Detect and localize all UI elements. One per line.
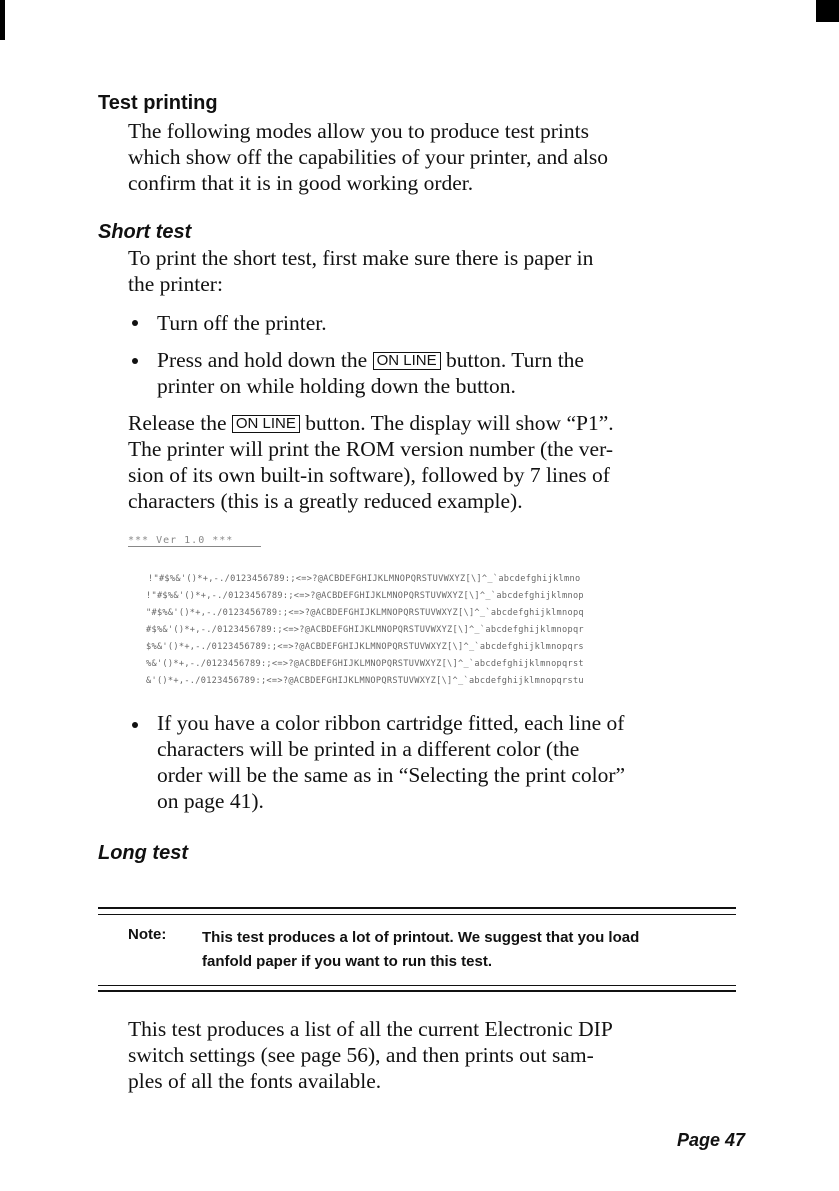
page-number: Page 47 (677, 1130, 746, 1150)
release-line-1 (128, 410, 614, 436)
char-line-4: #$%&'()*+,-./0123456789:;<=>?@ACBDEFGHIJKLMNOPQRSTUVWXYZ[\]^_`abcdefghijklmnopqr (146, 625, 584, 635)
note-text (202, 926, 742, 974)
note-text-line-1: This test produces a lot of printout. We suggest that you load (202, 929, 640, 946)
char-line-7: &'()*+,-./0123456789:;<=>?@ACBDEFGHIJKLMNOPQRSTUVWXYZ[\]^_`abcdefghijklmnopqrstu (146, 676, 584, 686)
bullet-dot (132, 320, 138, 326)
bullet-color-line-1: If you have a color ribbon cartridge fitted, each line of (157, 711, 625, 735)
char-line-1: !"#$%&'()*+,-./0123456789:;<=>?@ACBDEFGHIJKLMNOPQRSTUVWXYZ[\]^_`abcdefghijklmno (148, 574, 581, 584)
bullet-turn-off: Turn off the printer. (157, 311, 327, 335)
release-line-4: characters (this is a greatly reduced example). (128, 489, 523, 513)
bullet-color-line-3: order will be the same as in “Selecting the print color” (157, 763, 626, 787)
bullet-dot (132, 722, 138, 728)
bullet-press-hold (157, 347, 584, 373)
intro-line-2: which show off the capabilities of your printer, and also (128, 145, 608, 169)
bullet-press-pre: Press and hold down the (157, 348, 368, 372)
bullet-press-post: button. Turn the (445, 348, 584, 372)
note-label: Note: (128, 926, 167, 943)
char-line-5: $%&'()*+,-./0123456789:;<=>?@ACBDEFGHIJKLMNOPQRSTUVWXYZ[\]^_`abcdefghijklmnopqrs (146, 642, 584, 652)
registration-mark-right (816, 0, 839, 22)
rom-version-line: *** Ver 1.0 *** (128, 535, 261, 547)
release-line-3: sion of its own built-in software), followed by 7 lines of (128, 463, 610, 487)
heading-short-test: Short test (98, 221, 192, 243)
note-rule-top-thick (98, 907, 736, 909)
intro-line-3: confirm that it is in good working order. (128, 171, 474, 195)
registration-mark-left (0, 0, 5, 40)
long-text-line-1: This test produces a list of all the current Electronic DIP (128, 1017, 613, 1041)
release-pre: Release the (128, 411, 227, 435)
online-key: ON LINE (373, 352, 441, 370)
heading-test-printing: Test printing (98, 92, 218, 114)
note-rule-top-thin (98, 914, 736, 915)
online-key: ON LINE (232, 415, 300, 433)
bullet-press-line-2: printer on while holding down the button. (157, 374, 516, 398)
short-intro-line-1: To print the short test, first make sure there is paper in (128, 246, 594, 270)
char-line-3: "#$%&'()*+,-./0123456789:;<=>?@ACBDEFGHIJKLMNOPQRSTUVWXYZ[\]^_`abcdefghijklmnopq (146, 608, 584, 618)
bullet-color-line-2: characters will be printed in a different color (the (157, 737, 580, 761)
release-post: button. The display will show “P1”. (305, 411, 614, 435)
note-text-line-2: fanfold paper if you want to run this test. (202, 953, 493, 970)
note-rule-bottom-thin (98, 985, 736, 986)
heading-long-test: Long test (98, 842, 188, 864)
char-line-2: !"#$%&'()*+,-./0123456789:;<=>?@ACBDEFGHIJKLMNOPQRSTUVWXYZ[\]^_`abcdefghijklmnop (146, 591, 584, 601)
char-line-6: %&'()*+,-./0123456789:;<=>?@ACBDEFGHIJKLMNOPQRSTUVWXYZ[\]^_`abcdefghijklmnopqrst (146, 659, 584, 669)
intro-line-1: The following modes allow you to produce test prints (128, 119, 589, 143)
bullet-dot (132, 358, 138, 364)
long-text-line-2: switch settings (see page 56), and then prints out sam- (128, 1043, 594, 1067)
note-rule-bottom-thick (98, 990, 736, 992)
short-intro-line-2: the printer: (128, 272, 223, 296)
release-line-2: The printer will print the ROM version number (the ver- (128, 437, 613, 461)
bullet-color-line-4: on page 41). (157, 789, 264, 813)
long-text-line-3: ples of all the fonts available. (128, 1069, 382, 1093)
